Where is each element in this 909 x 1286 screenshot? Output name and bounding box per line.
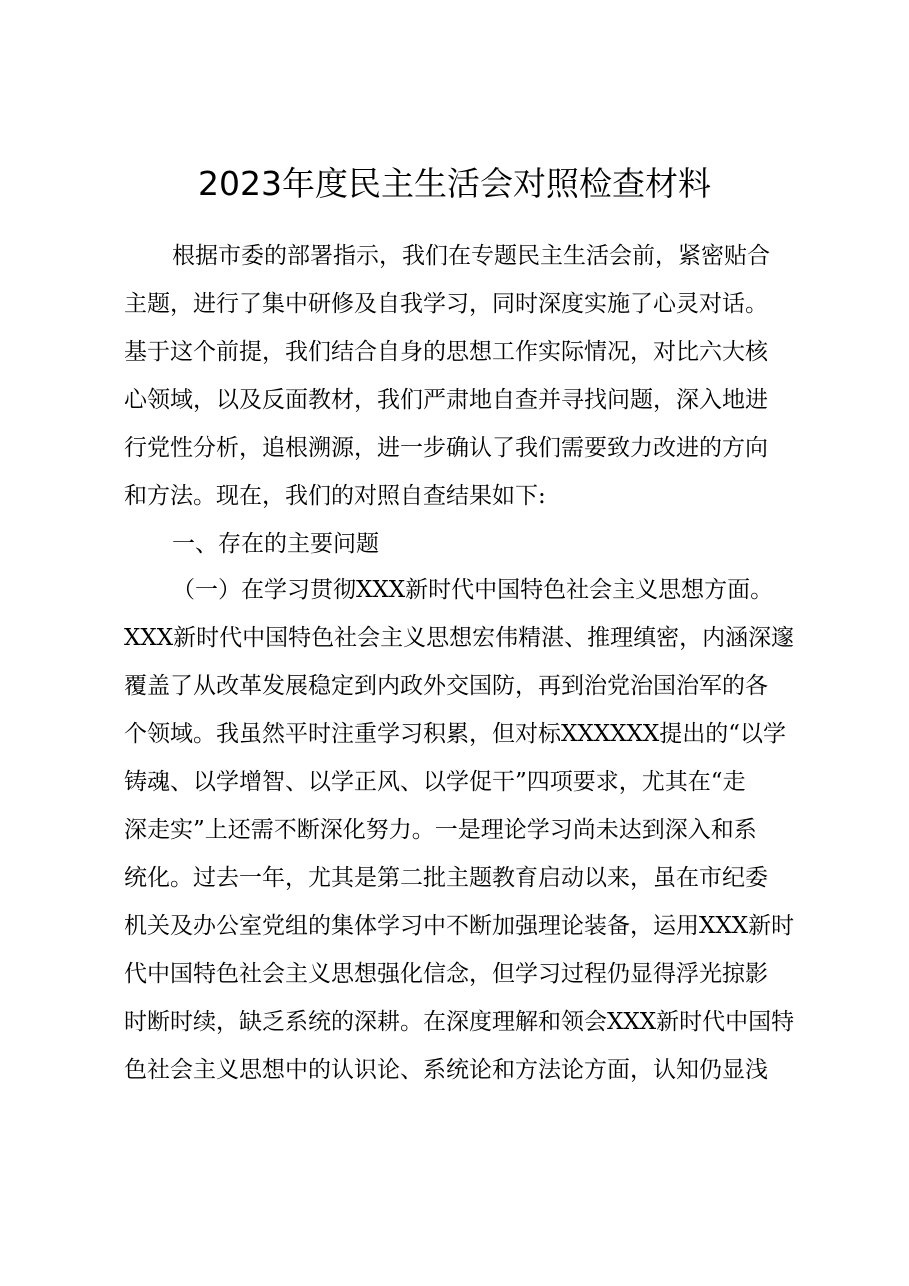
paragraph-line: 深走实”上还需不断深化努力。一是理论学习尚未达到深入和系 <box>124 817 757 843</box>
paragraph-line: 根据市委的部署指示，我们在专题民主生活会前，紧密贴合 <box>172 243 770 269</box>
paragraph-line: 色社会主义思想中的认识论、系统论和方法论方面，认知仍显浅 <box>124 1057 768 1083</box>
paragraph-line: 行党性分析，追根溯源，进一步确认了我们需要致力改进的方向 <box>124 435 768 461</box>
paragraph-line: 主题，进行了集中研修及自我学习，同时深度实施了心灵对话。 <box>124 291 768 317</box>
paragraph-line: 铸魂、以学增智、以学正风、以学促干”四项要求，尤其在“走 <box>124 769 746 795</box>
paragraph-line: 和方法。现在，我们的对照自查结果如下: <box>124 483 546 509</box>
document-title: 2023年度民主生活会对照检查材料 <box>198 164 711 203</box>
paragraph-line: 代中国特色社会主义思想强化信念，但学习过程仍显得浮光掠影 <box>124 961 768 987</box>
paragraph-line: 时断时续，缺乏系统的深耕。在深度理解和领会XXX新时代中国特 <box>124 1009 795 1035</box>
subsection-heading: （一）在学习贯彻XXX新时代中国特色社会主义思想方面。 <box>172 577 774 603</box>
paragraph-line: 心领域，以及反面教材，我们严肃地自查并寻找问题，深入地进 <box>124 387 768 413</box>
paragraph-line: 统化。过去一年，尤其是第二批主题教育启动以来，虽在市纪委 <box>124 865 768 891</box>
paragraph-line: 个领域。我虽然平时注重学习积累，但对标XXXXXX提出的“以学 <box>124 721 787 747</box>
paragraph-line: XXX新时代中国特色社会主义思想宏伟精湛、推理缜密，内涵深邃 <box>124 625 795 651</box>
paragraph-line: 基于这个前提，我们结合自身的思想工作实际情况，对比六大核 <box>124 339 768 365</box>
section-heading: 一、存在的主要问题 <box>172 531 379 557</box>
paragraph-line: 机关及办公室党组的集体学习中不断加强理论装备，运用XXX新时 <box>124 913 795 939</box>
paragraph-line: 覆盖了从改革发展稳定到内政外交国防，再到治党治国治军的各 <box>124 673 768 699</box>
